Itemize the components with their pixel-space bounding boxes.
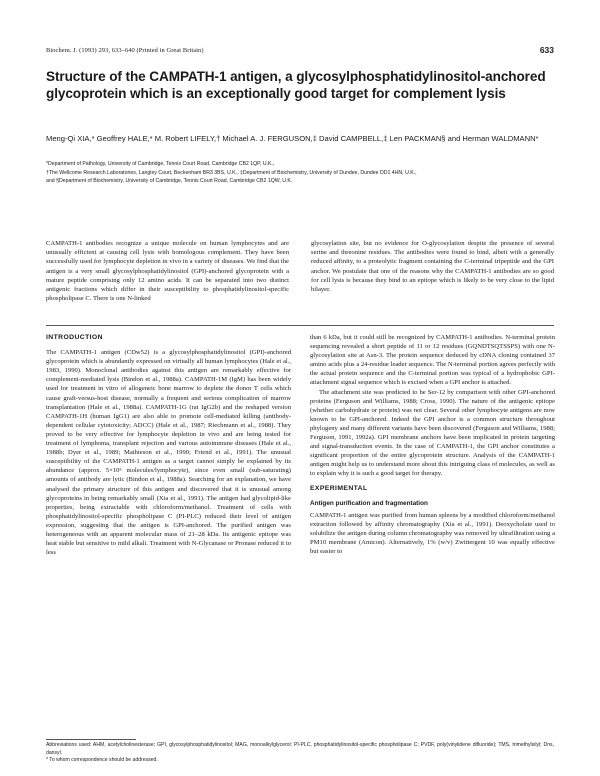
body-paragraph: than 6 kDa, but it could still be recognized by CAMPATH-1 antibodies. N-terminal protein sequencing revealed a short peptide of 11 or 12 residues (GQNDTSQTSSPS) with one N-glycosylation site at Asn-3. The protein sequence deduced by cDNA cloning contained 37 amino acids plus a 24-residue leader sequence. The N-terminal portion agrees perfectly with the actual protein sequence and the C-terminal portion was typical of a hydrophobic GPI-attachment signal sequence which is excised when a GPI anchor is attached.	[310, 334, 555, 387]
journal-citation: Biochem. J. (1993) 293, 633–640 (Printed in Great Britain)	[46, 47, 204, 54]
body-paragraph: CAMPATH-1 antigen was purified from human spleens by a modified chloroform/methanol extraction followed by affinity chromatography (Xia et al., 1991). Deoxycholate used to solubilize the antigen during column chromatography was removed by ultrafiltration using a PM10 membrane (Amicon). Alternatively, 1% (w/v) Zwittergent 10 was equally effective but easier to	[310, 511, 555, 556]
footnote-divider	[46, 739, 136, 740]
subsection-heading: Antigen purification and fragmentation	[310, 499, 428, 507]
running-head	[46, 45, 554, 57]
abstract-right-column: glycosylation site, but no evidence for O-glycosylation despite the presence of several serine and threonine residues. The antibodies were found to bind, albeit with a generally reduced affinity, to a proteolytic fragment containing the C-terminal tripeptide and the GPI anchor. We postulate that one of the reasons why the CAMPATH-1 antibodies are so good for cell lysis is because they bind to an epitope which is likely to be very close to the lipid bilayer.	[311, 240, 554, 294]
abstract-divider	[46, 325, 554, 326]
author-list: Meng-Qi XIA,* Geoffrey HALE,* M. Robert LIFELY,† Michael A. J. FERGUSON,‡ David CAMPBELL,‡ Len PACKMAN§ and Herman WALDMANN*	[46, 134, 539, 143]
article-title: Structure of the CAMPATH-1 antigen, a glycosylphosphatidylinositol-anchored glycoprotein which is an exceptionally good target for complement lysis	[46, 69, 546, 101]
affiliation-line: †The Wellcome Research Laboratories, Langley Court, Beckenham BR3 3BS, U.K., ‡Department of Biochemistry, University of Dundee, Dundee DD1 4HN, U.K.,	[46, 169, 417, 176]
body-paragraph: The CAMPATH-1 antigen (CDw52) is a glycosylphosphatidylinositol (GPI)-anchored glycoprotein which is abundantly expressed on virtually all human lymphocytes (Hale et al., 1983, 1990). Monoclonal antibodies against this antigen are remarkably effective for complement-mediated lysis (Bindon et al., 1988a). CAMPATH-1M (IgM) has been widely used for treatment in vitro of allogeneic bone marrow to deplete the donor T cells which cause graft-versus-host disease, normally a frequent and serious complication of marrow transplantation (Hale et al., 1988a). CAMPATH-1G (rat IgG2b) and the reshaped version CAMPATH-1H (human IgG1) are also able to promote cell-mediated killing (antibody-dependent cellular cytotoxicity; ADCC) (Hale et al., 1987; Riechmann et al., 1988). They proved to be very effective for lymphocyte depletion in vivo and are being tested for treatment of lymphoma, transplant rejection and various autoimmune diseases (Hale et al., 1988b; Dyer et al., 1989; Mathieson et al., 1990; Friend et al., 1991). The unusual susceptibility of the CAMPATH-1 antigen as a target cannot simply be explained by its abundance (approx. 5×10⁵ molecules/lymphocyte), since even small (sub-saturating) amounts of antibody are lytic (Bindon et al., 1988a). Searching for an explanation, we have analysed the primary structure of this antigen and discovered that it is unusual among glycoproteins in being remarkably small (Xia et al., 1991). The antigen had glycolipid-like properties, being extractable with chloroform/methanol. Treatment of cells with phosphatidylinositol-specific phospholipase C (PI-PLC) reduced their level of antigen expression, suggesting that the antigen is GPI-anchored. The purified antigen was heterogeneous with an apparent molecular mass of 21–28 kDa. Its antigenic epitope was heat stable but sensitive to mild alkali. Treatment with N-Glycanase or Pronase reduced it to less	[46, 349, 291, 557]
footnote-abbreviations: Abbreviations used: AHM, acetylcholinesterase; GPI, glycosylphosphatidylinositol; MAG, monoalkylglycerol; PI-PLC, phosphatidylinositol-specific phospholipase C; PVDF, poly(vinylidene difluoride); TMS, trimethylsilyl; Dns, dansyl.	[46, 742, 554, 756]
body-left-column	[46, 333, 291, 557]
body-paragraph: The attachment site was predicted to be Ser-12 by comparison with other GPI-anchored proteins (Ferguson and Williams, 1988; Cross, 1990). The nature of the antigenic epitope (whether carbohydrate or protein) was not clear. Several other lymphocyte antigens are now known to be GPI-anchored. Indeed the GPI anchor is a common structure throughout phylogeny and many different variants have been discovered (Ferguson and Williams, 1988; Ferguson, 1991, 1992a). GPI membrane anchors have been implicated in protein targeting and signal-transduction events. In the case of CAMPATH-1, the GPI anchor constitutes a significant proportion of the entire glycoprotein structure. Analysis of the CAMPATH-1 antigen might help us to understand more about this intriguing class of molecules, as well as to explain why it is such a good target for therapy.	[310, 388, 555, 478]
page-number: 633	[539, 45, 554, 55]
body-right-column	[310, 333, 555, 556]
affiliation-line: *Department of Pathology, University of Cambridge, Tennis Court Road, Cambridge CB2 1QP, U.K.,	[46, 161, 275, 167]
abstract-left-column: CAMPATH-1 antibodies recognize a unique molecule on human lymphocytes and are unusually efficient at causing cell lysis with homologous complement. They have been successfully used for lymphocyte depletion in vivo in a variety of diseases. We find that the antigen is a very small glycosylphosphatidylinositol (GPI)-anchored glycoprotein with a mature peptide comprising only 12 amino acids. It can be separated into two distinct antigenic fractions which differ in their susceptibility to phosphatidylinositol-specific phospholipase C. There is one N-linked	[46, 240, 289, 303]
section-heading-introduction: INTRODUCTION	[46, 334, 103, 341]
affiliations	[46, 160, 554, 186]
footnotes	[46, 742, 554, 765]
section-heading-experimental: EXPERIMENTAL	[310, 484, 368, 492]
footnote-correspondence: * To whom correspondence should be addressed.	[46, 757, 158, 764]
affiliation-line: and §Department of Biochemistry, University of Cambridge, Tennis Court Road, Cambridge CB2 1QW, U.K.	[46, 178, 293, 184]
